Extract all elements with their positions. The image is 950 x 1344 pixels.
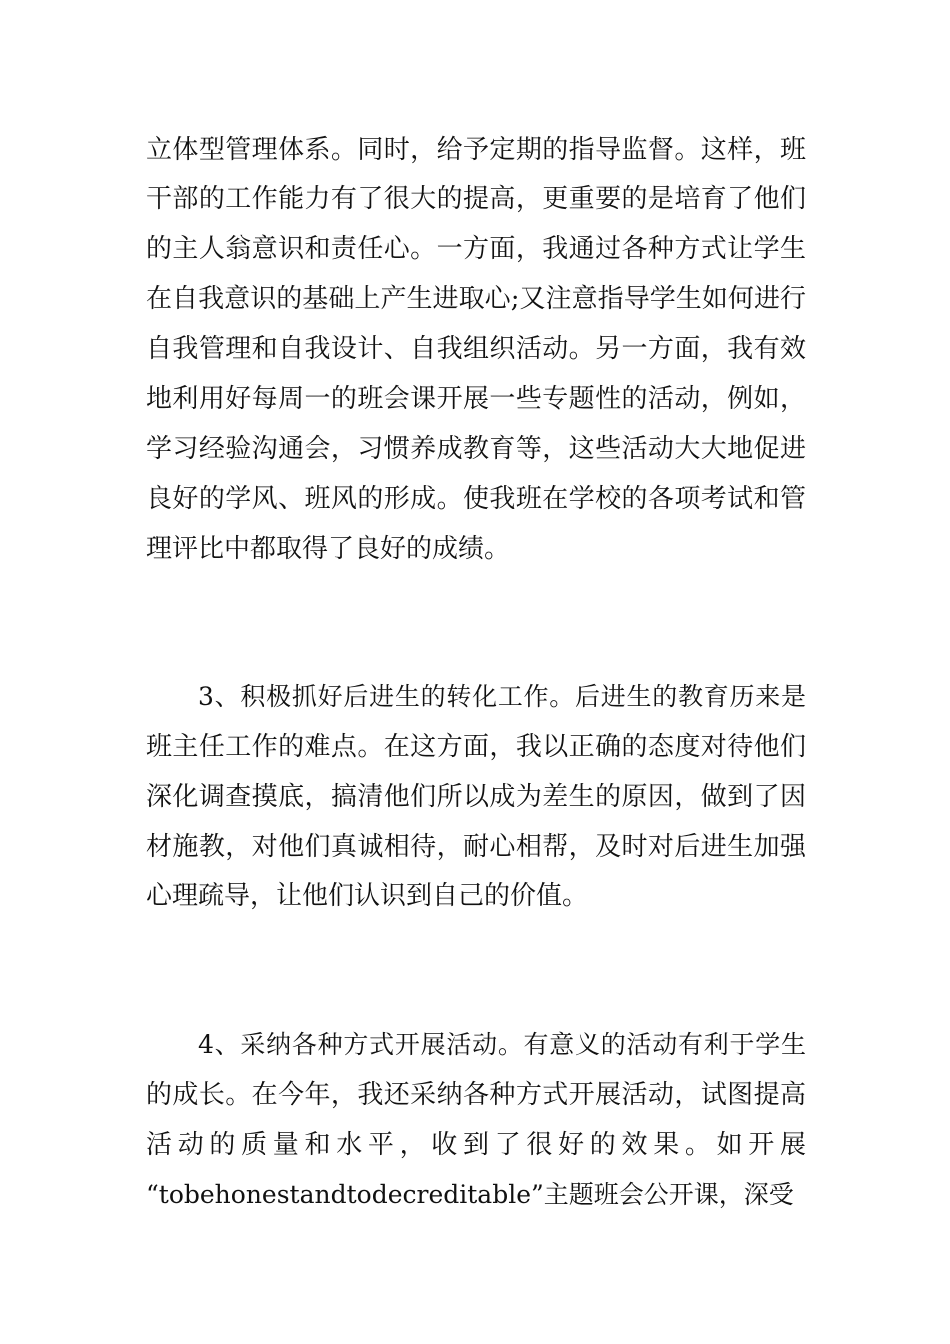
paragraph-1-line-2: 干部的工作能力有了很大的提高，更重要的是培育了他们 xyxy=(146,184,806,214)
paragraph-1-line-3: 的主人翁意识和责任心。一方面，我通过各种方式让学生 xyxy=(146,234,806,264)
paragraph-3-line-3: 活动的质量和水平，收到了很好的效果。如开展 xyxy=(146,1130,806,1160)
paragraph-1-line-4: 在自我意识的基础上产生进取心;又注意指导学生如何进行 xyxy=(146,284,806,314)
paragraph-1-line-7: 学习经验沟通会，习惯养成教育等，这些活动大大地促进 xyxy=(146,434,806,464)
paragraph-2-line-1: 3、积极抓好后进生的转化工作。后进生的教育历来是 xyxy=(198,682,806,711)
paragraph-3-line-2: 的成长。在今年，我还采纳各种方式开展活动，试图提高 xyxy=(146,1080,806,1110)
paragraph-1-line-8: 良好的学风、班风的形成。使我班在学校的各项考试和管 xyxy=(146,484,806,514)
paragraph-2-line-5: 心理疏导，让他们认识到自己的价值。 xyxy=(146,881,589,911)
paragraph-1-line-9: 理评比中都取得了良好的成绩。 xyxy=(146,534,511,564)
paragraph-3-line-1: 4、采纳各种方式开展活动。有意义的活动有利于学生 xyxy=(198,1030,806,1059)
paragraph-1-line-1: 立体型管理体系。同时，给予定期的指导监督。这样，班 xyxy=(146,135,806,165)
paragraph-2-line-3: 深化调查摸底，搞清他们所以成为差生的原因，做到了因 xyxy=(146,782,806,812)
paragraph-3-line-4: “tobehonestandtodecreditable”主题班会公开课，深受 xyxy=(146,1180,794,1209)
paragraph-1-line-6: 地利用好每周一的班会课开展一些专题性的活动，例如， xyxy=(146,384,806,414)
paragraph-2-line-4: 材施教，对他们真诚相待，耐心相帮，及时对后进生加强 xyxy=(146,832,806,862)
paragraph-2-line-2: 班主任工作的难点。在这方面，我以正确的态度对待他们 xyxy=(146,732,806,762)
paragraph-1-line-5: 自我管理和自我设计、自我组织活动。另一方面，我有效 xyxy=(146,334,806,364)
